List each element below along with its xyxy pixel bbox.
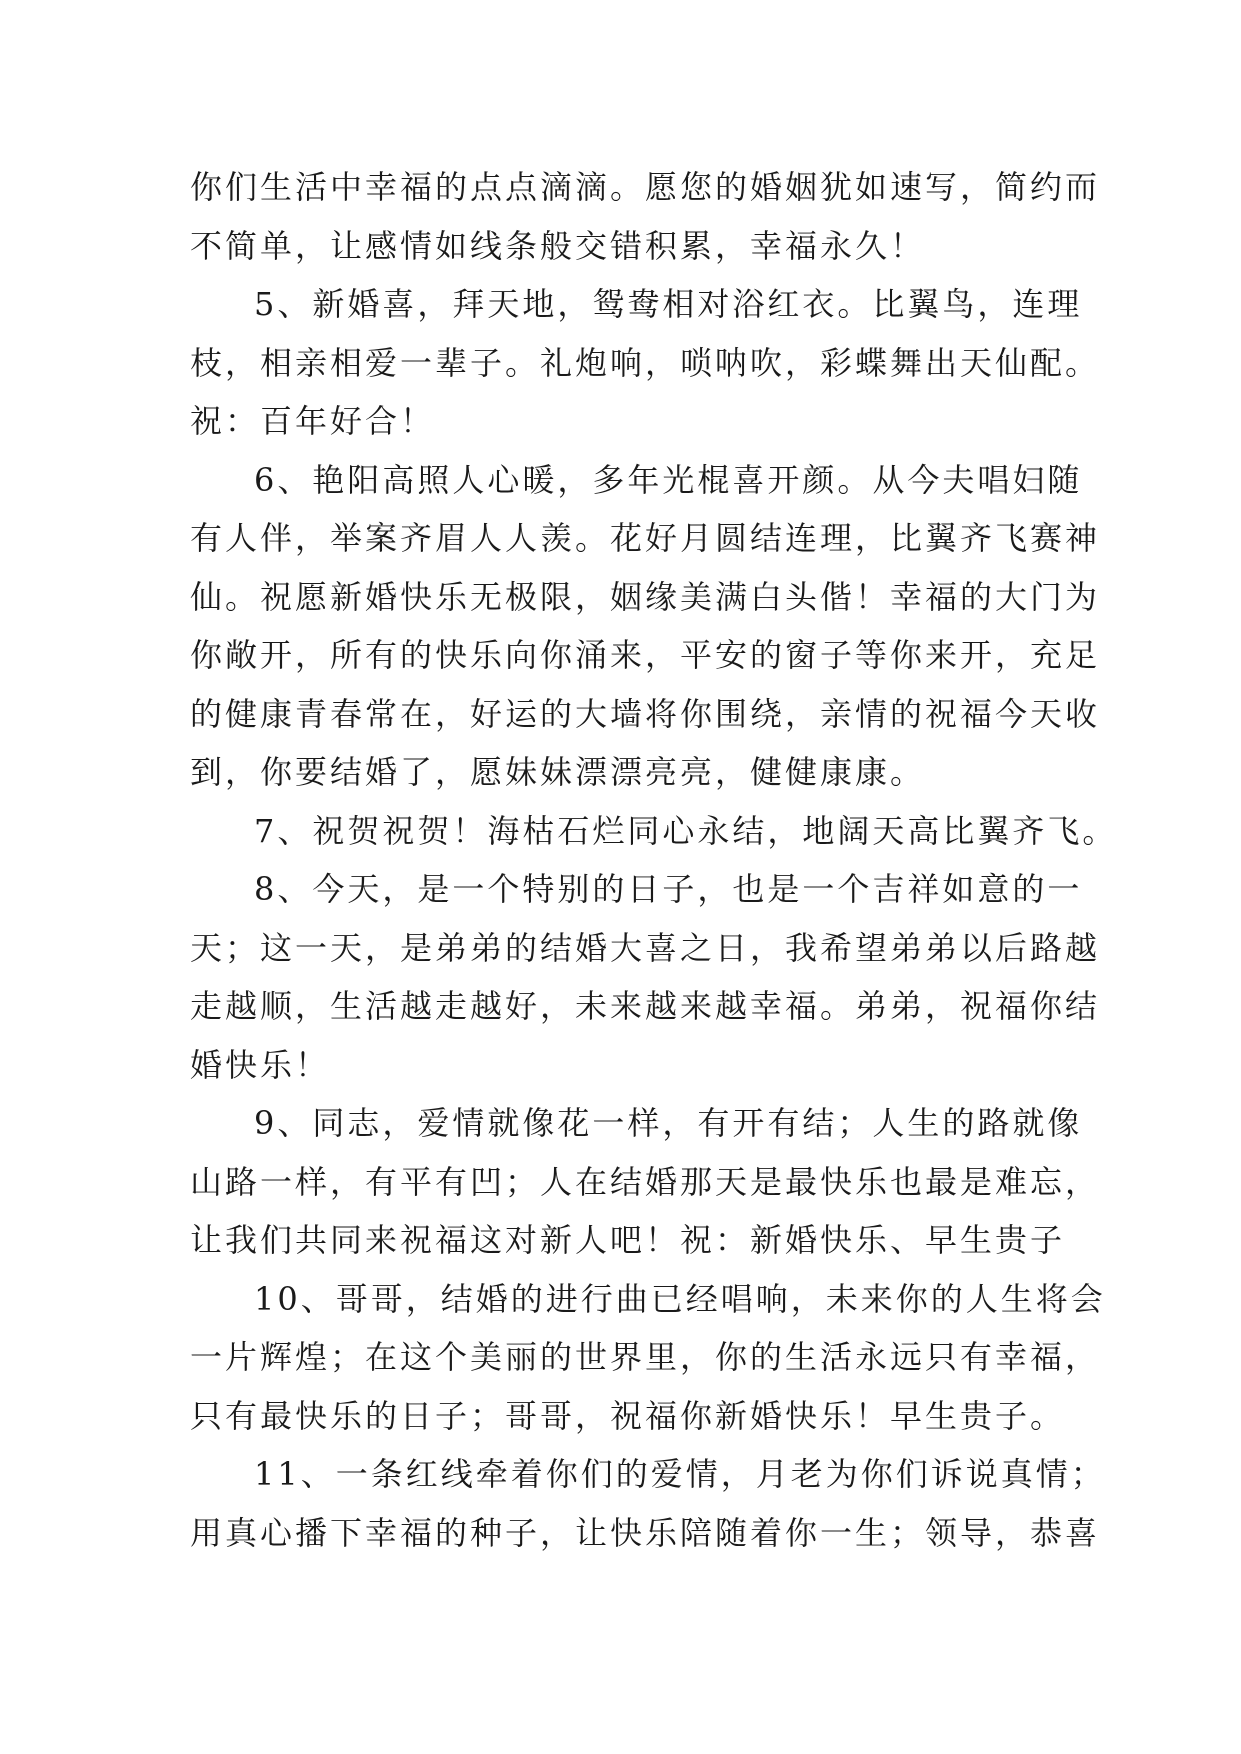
text-line: 5、新婚喜，拜天地，鸳鸯相对浴红衣。比翼鸟，连理	[254, 285, 1083, 323]
text-line: 你们生活中幸福的点点滴滴。愿您的婚姻犹如速写，简约而	[190, 168, 1101, 206]
text-line: 一片辉煌；在这个美丽的世界里，你的生活永远只有幸福，	[190, 1338, 1101, 1376]
text-line: 11、一条红线牵着你们的爱情，月老为你们诉说真情；	[254, 1455, 1106, 1493]
text-line: 走越顺，生活越走越好，未来越来越幸福。弟弟，祝福你结	[190, 987, 1101, 1025]
text-line: 8、今天，是一个特别的日子，也是一个吉祥如意的一	[254, 870, 1083, 908]
text-line: 婚快乐！	[190, 1045, 331, 1084]
text-line: 用真心播下幸福的种子，让快乐陪随着你一生；领导，恭喜	[190, 1513, 1101, 1552]
text-line: 你敞开，所有的快乐向你涌来，平安的窗子等你来开，充足	[190, 636, 1101, 674]
text-line: 有人伴，举案齐眉人人羡。花好月圆结连理，比翼齐飞赛神	[190, 519, 1101, 557]
text-line: 到，你要结婚了，愿妹妹漂漂亮亮，健健康康。	[190, 753, 926, 791]
text-line: 6、艳阳高照人心暖，多年光棍喜开颜。从今夫唱妇随	[254, 460, 1083, 499]
text-line: 让我们共同来祝福这对新人吧！祝：新婚快乐、早生贵子	[190, 1221, 1066, 1259]
text-line: 的健康青春常在，好运的大墙将你围绕，亲情的祝福今天收	[190, 694, 1101, 733]
text-line: 不简单，让感情如线条般交错积累，幸福永久！	[190, 226, 926, 265]
text-line: 天；这一天，是弟弟的结婚大喜之日，我希望弟弟以后路越	[190, 928, 1101, 967]
text-line: 仙。祝愿新婚快乐无极限，姻缘美满白头偕！幸福的大门为	[190, 577, 1101, 616]
text-line: 枝，相亲相爱一辈子。礼炮响，唢呐吹，彩蝶舞出天仙配。	[190, 343, 1101, 382]
text-line: 7、祝贺祝贺！海枯石烂同心永结，地阔天高比翼齐飞。	[254, 811, 1118, 850]
text-line: 祝：百年好合！	[190, 402, 436, 440]
text-line: 山路一样，有平有凹；人在结婚那天是最快乐也最是难忘，	[190, 1162, 1101, 1201]
text-line: 10、哥哥，结婚的进行曲已经唱响，未来你的人生将会	[254, 1279, 1106, 1318]
document-body	[190, 158, 1118, 1562]
text-line: 只有最快乐的日子；哥哥，祝福你新婚快乐！早生贵子。	[190, 1396, 1066, 1435]
text-line: 9、同志，爱情就像花一样，有开有结；人生的路就像	[254, 1104, 1083, 1142]
